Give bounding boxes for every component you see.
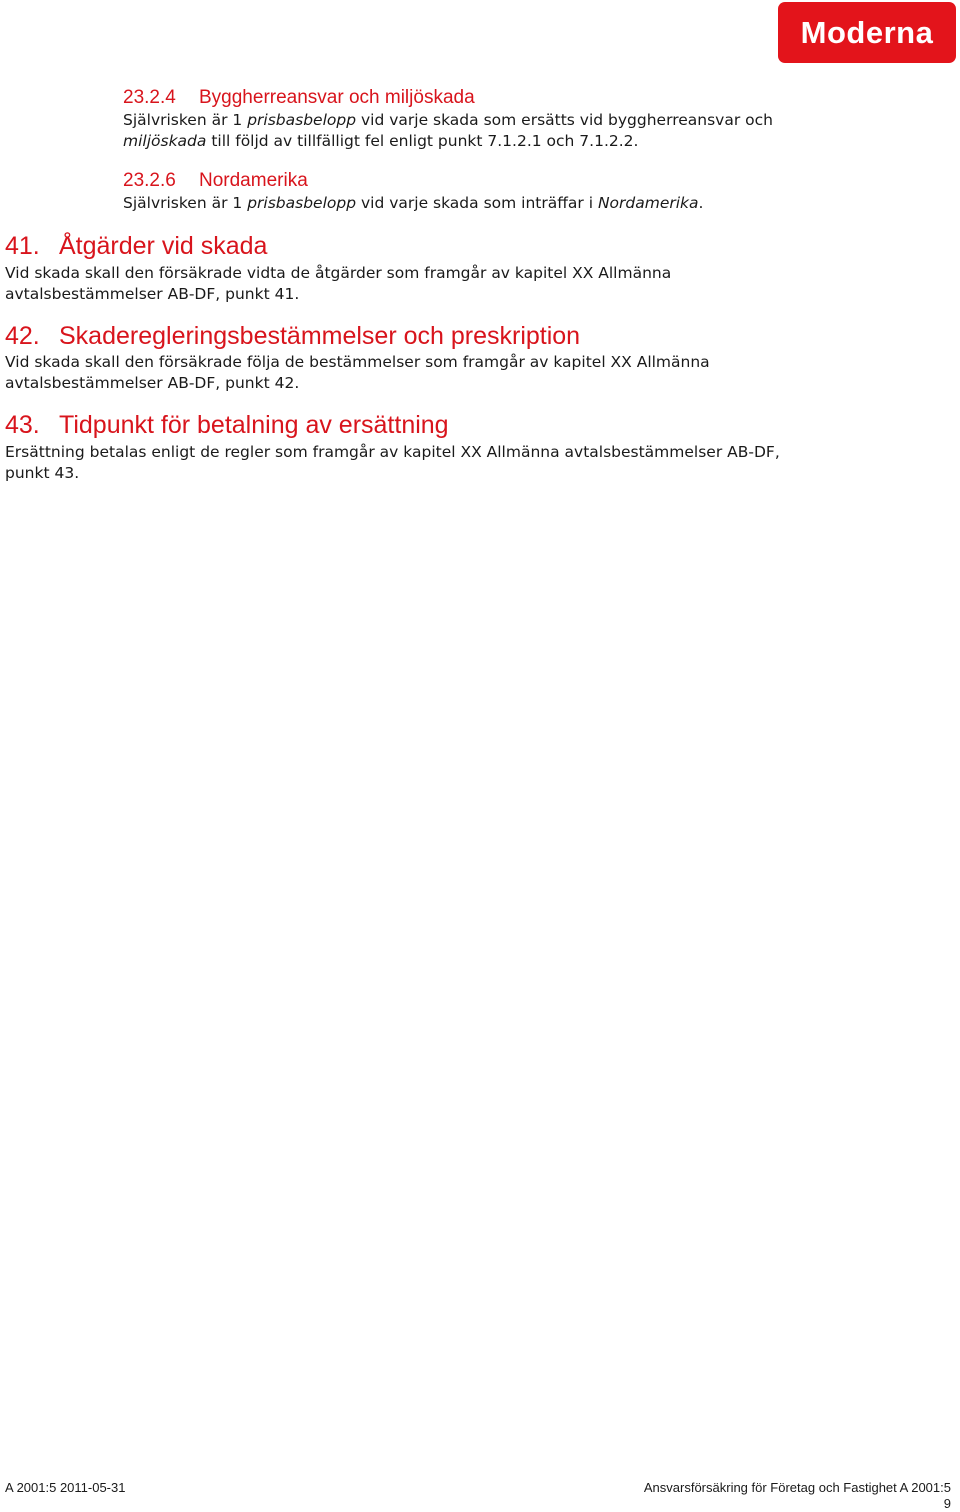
term-prisbasbelopp: prisbasbelopp [247, 194, 357, 212]
section-23-2-4-text-line-1 [123, 110, 773, 131]
text-run: vid varje skada som inträffar i [356, 194, 598, 212]
section-number: 23.2.6 [123, 170, 176, 191]
term-prisbasbelopp: prisbasbelopp [247, 111, 357, 129]
section-41-heading [5, 231, 267, 261]
term-miljoskada: miljöskada [123, 132, 207, 150]
section-43-text-line-1: Ersättning betalas enligt de regler som framgår av kapitel XX Allmänna avtalsbestämmelser AB-DF, [5, 443, 780, 461]
text-run: vid varje skada som ersätts vid byggherreansvar och [356, 111, 773, 129]
term-nordamerika: Nordamerika [597, 194, 699, 212]
section-23-2-6-text [123, 193, 703, 214]
section-43-text-line-2: punkt 43. [5, 464, 80, 482]
footer-document-id: A 2001:5 2011-05-31 [5, 1480, 126, 1495]
section-title: Åtgärder vid skada [59, 232, 268, 260]
section-number: 42. [5, 322, 40, 350]
section-42-text-line-1: Vid skada skall den försäkrade följa de bestämmelser som framgår av kapitel XX Allmänna [5, 353, 710, 371]
section-41-text-line-1: Vid skada skall den försäkrade vidta de åtgärder som framgår av kapitel XX Allmänna [5, 264, 672, 282]
section-23-2-6-heading [123, 170, 308, 192]
section-title: Byggherreansvar och miljöskada [199, 87, 475, 108]
text-run: till följd av tillfälligt fel enligt punkt 7.1.2.1 och 7.1.2.2. [206, 132, 639, 150]
text-run: Självrisken är 1 [123, 194, 248, 212]
section-number: 43. [5, 411, 40, 439]
section-number: 23.2.4 [123, 87, 176, 108]
section-title: Tidpunkt för betalning av ersättning [59, 411, 449, 439]
section-23-2-4-text-line-2 [123, 131, 638, 152]
section-title: Nordamerika [199, 170, 308, 191]
section-23-2-4-heading [123, 87, 475, 109]
section-42-text-line-2: avtalsbestämmelser AB-DF, punkt 42. [5, 374, 300, 392]
footer-document-title: Ansvarsförsäkring för Företag och Fastighet A 2001:5 [643, 1480, 951, 1495]
section-number: 41. [5, 232, 40, 260]
text-run: . [698, 194, 704, 212]
section-43-heading [5, 410, 449, 440]
moderna-logo: Moderna [778, 2, 956, 63]
section-title: Skaderegleringsbestämmelser och preskription [59, 322, 581, 350]
section-42-heading [5, 321, 580, 351]
section-41-text-line-2: avtalsbestämmelser AB-DF, punkt 41. [5, 285, 300, 303]
text-run: Självrisken är 1 [123, 111, 248, 129]
page-number: 9 [943, 1496, 951, 1511]
